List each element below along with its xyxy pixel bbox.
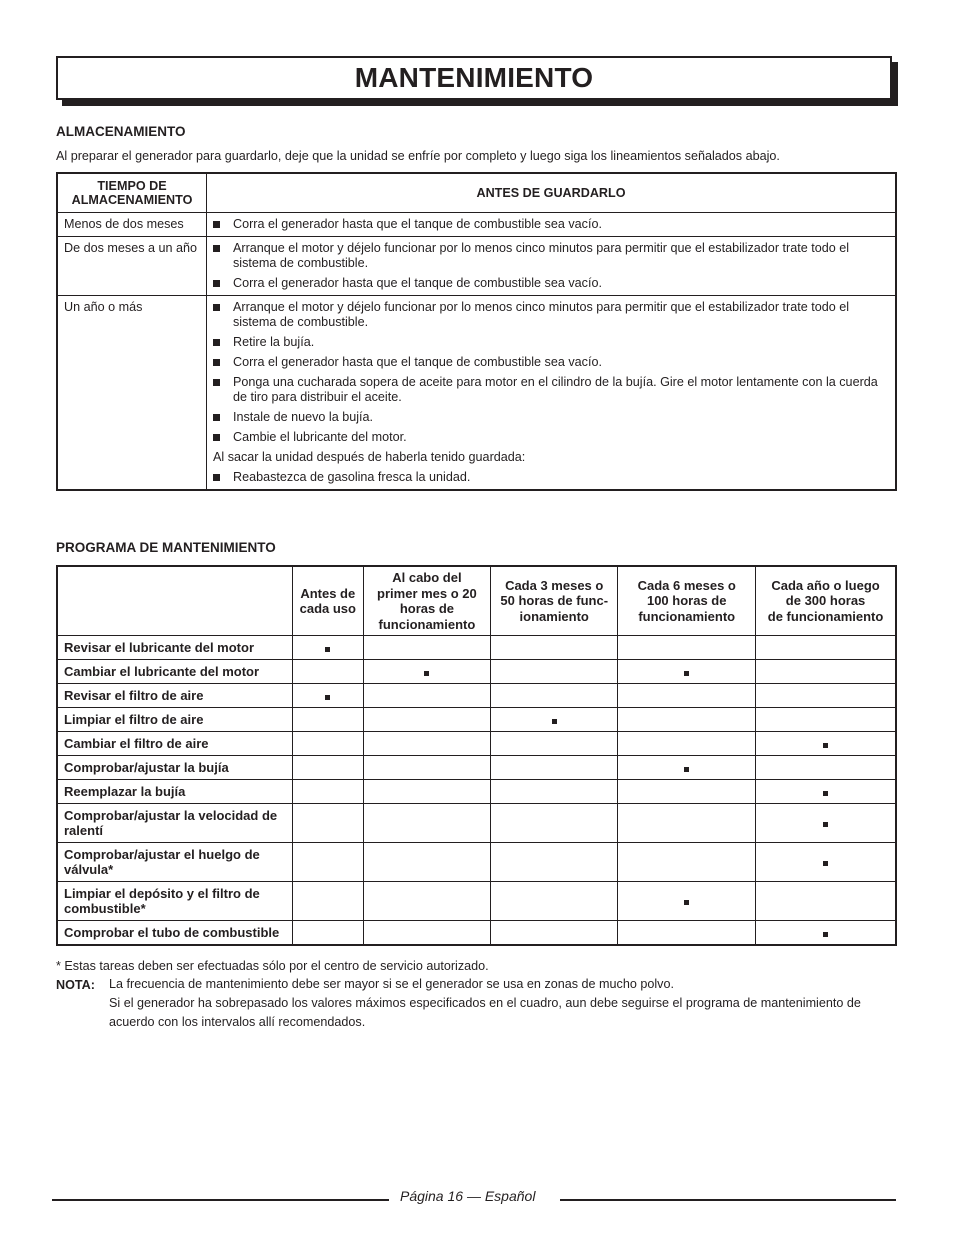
schedule-cell bbox=[363, 636, 490, 660]
schedule-heading: PROGRAMA DE MANTENIMIENTO bbox=[56, 540, 276, 555]
schedule-cell bbox=[756, 660, 896, 684]
page-title: MANTENIMIENTO bbox=[56, 56, 892, 100]
schedule-col-header-line: 50 horas de func- bbox=[500, 593, 609, 609]
schedule-cell bbox=[618, 636, 756, 660]
schedule-task: Cambiar el lubricante del motor bbox=[57, 660, 292, 684]
schedule-cell bbox=[618, 804, 756, 843]
schedule-cell bbox=[618, 756, 756, 780]
schedule-col-header-line: funcionamiento bbox=[378, 616, 476, 632]
storage-time: Menos de dos meses bbox=[57, 213, 207, 237]
schedule-col-header-line: de 300 horas bbox=[785, 593, 866, 609]
schedule-cell bbox=[491, 882, 618, 921]
schedule-cell bbox=[491, 804, 618, 843]
storage-bullet-item: Corra el generador hasta que el tanque de combustible sea vacío. bbox=[213, 355, 889, 370]
schedule-cell bbox=[363, 843, 490, 882]
schedule-task: Revisar el filtro de aire bbox=[57, 684, 292, 708]
schedule-task: Limpiar el depósito y el filtro de combustible* bbox=[57, 882, 292, 921]
storage-table bbox=[56, 172, 897, 491]
storage-row bbox=[57, 237, 896, 296]
schedule-col-header-line: Antes de bbox=[300, 585, 356, 601]
schedule-col-header bbox=[618, 566, 756, 636]
schedule-cell bbox=[363, 756, 490, 780]
schedule-cell bbox=[292, 780, 363, 804]
schedule-task: Limpiar el filtro de aire bbox=[57, 708, 292, 732]
schedule-mark-icon bbox=[325, 647, 330, 652]
schedule-cell bbox=[756, 708, 896, 732]
schedule-cell bbox=[292, 882, 363, 921]
schedule-col-header-line: funcionamiento bbox=[638, 608, 736, 624]
storage-actions bbox=[207, 213, 897, 237]
schedule-cell bbox=[292, 756, 363, 780]
schedule-mark-icon bbox=[684, 767, 689, 772]
schedule-cell bbox=[491, 921, 618, 946]
schedule-cell bbox=[756, 684, 896, 708]
schedule-cell bbox=[618, 843, 756, 882]
storage-col-before: ANTES DE GUARDARLO bbox=[207, 173, 897, 213]
nota-label: NOTA: bbox=[56, 978, 95, 992]
schedule-cell bbox=[756, 636, 896, 660]
schedule-cell bbox=[491, 684, 618, 708]
schedule-col-header bbox=[491, 566, 618, 636]
schedule-cell bbox=[491, 780, 618, 804]
schedule-cell bbox=[491, 708, 618, 732]
storage-time: Un año o más bbox=[57, 296, 207, 491]
schedule-row bbox=[57, 708, 896, 732]
schedule-mark-icon bbox=[823, 822, 828, 827]
schedule-row bbox=[57, 636, 896, 660]
storage-bullet-item: Corra el generador hasta que el tanque de combustible sea vacío. bbox=[213, 276, 889, 291]
storage-time: De dos meses a un año bbox=[57, 237, 207, 296]
schedule-cell bbox=[618, 660, 756, 684]
schedule-task: Revisar el lubricante del motor bbox=[57, 636, 292, 660]
schedule-col-header-line: Cada 6 meses o bbox=[637, 577, 736, 593]
schedule-cell bbox=[292, 684, 363, 708]
schedule-col-header-line: de funcionamiento bbox=[767, 608, 884, 624]
schedule-mark-icon bbox=[552, 719, 557, 724]
schedule-col-header-line: ionamiento bbox=[519, 608, 589, 624]
schedule-cell bbox=[618, 882, 756, 921]
storage-bullet-item: Arranque el motor y déjelo funcionar por lo menos cinco minutos para permitir que el estabilizador trate todo el sistema de combustible. bbox=[213, 241, 889, 271]
schedule-mark-icon bbox=[823, 791, 828, 796]
schedule-row bbox=[57, 780, 896, 804]
storage-col-time bbox=[57, 173, 207, 213]
schedule-task: Cambiar el filtro de aire bbox=[57, 732, 292, 756]
storage-actions bbox=[207, 237, 897, 296]
schedule-cell bbox=[618, 732, 756, 756]
storage-heading: ALMACENAMIENTO bbox=[56, 124, 186, 139]
nota-line-1: La frecuencia de mantenimiento debe ser mayor si se el generador se usa en zonas de mucho polvo. bbox=[109, 977, 674, 991]
schedule-cell bbox=[756, 756, 896, 780]
schedule-cell bbox=[363, 921, 490, 946]
schedule-cell bbox=[756, 882, 896, 921]
storage-bullet-item: Reabastezca de gasolina fresca la unidad. bbox=[213, 470, 889, 485]
schedule-cell bbox=[618, 921, 756, 946]
schedule-row bbox=[57, 804, 896, 843]
footer-rule-right bbox=[560, 1199, 896, 1201]
schedule-task: Reemplazar la bujía bbox=[57, 780, 292, 804]
storage-intro: Al preparar el generador para guardarlo, deje que la unidad se enfríe por completo y luego siga los lineamientos señalados abajo. bbox=[56, 149, 780, 163]
schedule-task: Comprobar/ajustar el huelgo de válvula* bbox=[57, 843, 292, 882]
storage-note: Al sacar la unidad después de haberla tenido guardada: bbox=[213, 450, 526, 464]
schedule-cell bbox=[363, 804, 490, 843]
storage-bullet-item: Cambie el lubricante del motor. bbox=[213, 430, 889, 445]
schedule-col-header-line: Cada año o luego bbox=[771, 577, 880, 593]
schedule-cell bbox=[618, 780, 756, 804]
storage-bullet-item: Corra el generador hasta que el tanque de combustible sea vacío. bbox=[213, 217, 889, 232]
schedule-row bbox=[57, 843, 896, 882]
schedule-cell bbox=[491, 636, 618, 660]
schedule-cell bbox=[363, 882, 490, 921]
storage-bullet-item: Retire la bujía. bbox=[213, 335, 889, 350]
schedule-cell bbox=[292, 843, 363, 882]
schedule-mark-icon bbox=[684, 900, 689, 905]
schedule-table bbox=[56, 565, 897, 946]
storage-bullet-item: Instale de nuevo la bujía. bbox=[213, 410, 889, 425]
schedule-mark-icon bbox=[823, 932, 828, 937]
schedule-col-header-line: cada uso bbox=[299, 601, 356, 616]
schedule-cell bbox=[292, 921, 363, 946]
schedule-mark-icon bbox=[684, 671, 689, 676]
schedule-cell bbox=[618, 684, 756, 708]
schedule-row bbox=[57, 732, 896, 756]
storage-bullet-item: Ponga una cucharada sopera de aceite para motor en el cilindro de la bujía. Gire el motor lentamente con la cuerda de tiro para distribuir el aceite. bbox=[213, 375, 889, 405]
schedule-col-header-line: Al cabo del bbox=[392, 570, 462, 585]
nota-line-2: Si el generador ha sobrepasado los valores máximos especificados en el cuadro, aun debe seguirse el programa de mantenimiento de acuerdo con los intervalos allí recomendados. bbox=[109, 996, 861, 1029]
schedule-cell bbox=[756, 780, 896, 804]
schedule-cell bbox=[491, 732, 618, 756]
schedule-col-header-line: Cada 3 meses o bbox=[505, 577, 604, 593]
schedule-cell bbox=[491, 843, 618, 882]
storage-row bbox=[57, 213, 896, 237]
schedule-cell bbox=[363, 780, 490, 804]
schedule-row bbox=[57, 882, 896, 921]
schedule-cell bbox=[363, 660, 490, 684]
storage-col-time-line1: TIEMPO DE bbox=[97, 179, 167, 193]
schedule-col-header-line: primer mes o 20 bbox=[377, 585, 477, 601]
schedule-row bbox=[57, 756, 896, 780]
schedule-cell bbox=[491, 660, 618, 684]
schedule-cell bbox=[363, 732, 490, 756]
schedule-cell bbox=[756, 843, 896, 882]
storage-col-time-line2: ALMACENAMIENTO bbox=[71, 193, 193, 207]
page-number: Página 16 — Español bbox=[400, 1188, 536, 1204]
schedule-row bbox=[57, 660, 896, 684]
footnote: * Estas tareas deben ser efectuadas sólo por el centro de servicio autorizado. bbox=[56, 959, 489, 973]
schedule-col-header-line: 100 horas de bbox=[646, 593, 727, 609]
schedule-cell bbox=[292, 732, 363, 756]
schedule-cell bbox=[292, 804, 363, 843]
schedule-cell bbox=[756, 921, 896, 946]
storage-row bbox=[57, 296, 896, 491]
schedule-task: Comprobar/ajustar la velocidad de ralentí bbox=[57, 804, 292, 843]
footer-rule-left bbox=[52, 1199, 389, 1201]
schedule-cell bbox=[363, 708, 490, 732]
schedule-cell bbox=[292, 660, 363, 684]
schedule-cell bbox=[756, 732, 896, 756]
schedule-cell bbox=[292, 636, 363, 660]
storage-actions bbox=[207, 296, 897, 491]
schedule-mark-icon bbox=[823, 861, 828, 866]
schedule-col-header bbox=[756, 566, 896, 636]
schedule-cell bbox=[491, 756, 618, 780]
schedule-cell bbox=[756, 804, 896, 843]
nota-text bbox=[109, 975, 899, 1032]
schedule-cell bbox=[618, 708, 756, 732]
schedule-col-task bbox=[57, 566, 292, 636]
schedule-row bbox=[57, 684, 896, 708]
schedule-col-header bbox=[363, 566, 490, 636]
schedule-cell bbox=[292, 708, 363, 732]
page-title-banner bbox=[56, 56, 892, 100]
schedule-mark-icon bbox=[325, 695, 330, 700]
schedule-row bbox=[57, 921, 896, 946]
schedule-cell bbox=[363, 684, 490, 708]
schedule-col-header-line: horas de bbox=[399, 601, 454, 616]
storage-bullet-item: Arranque el motor y déjelo funcionar por lo menos cinco minutos para permitir que el estabilizador trate todo el sistema de combustible. bbox=[213, 300, 889, 330]
schedule-col-header bbox=[292, 566, 363, 636]
schedule-task: Comprobar el tubo de combustible bbox=[57, 921, 292, 946]
schedule-mark-icon bbox=[424, 671, 429, 676]
schedule-mark-icon bbox=[823, 743, 828, 748]
schedule-task: Comprobar/ajustar la bujía bbox=[57, 756, 292, 780]
